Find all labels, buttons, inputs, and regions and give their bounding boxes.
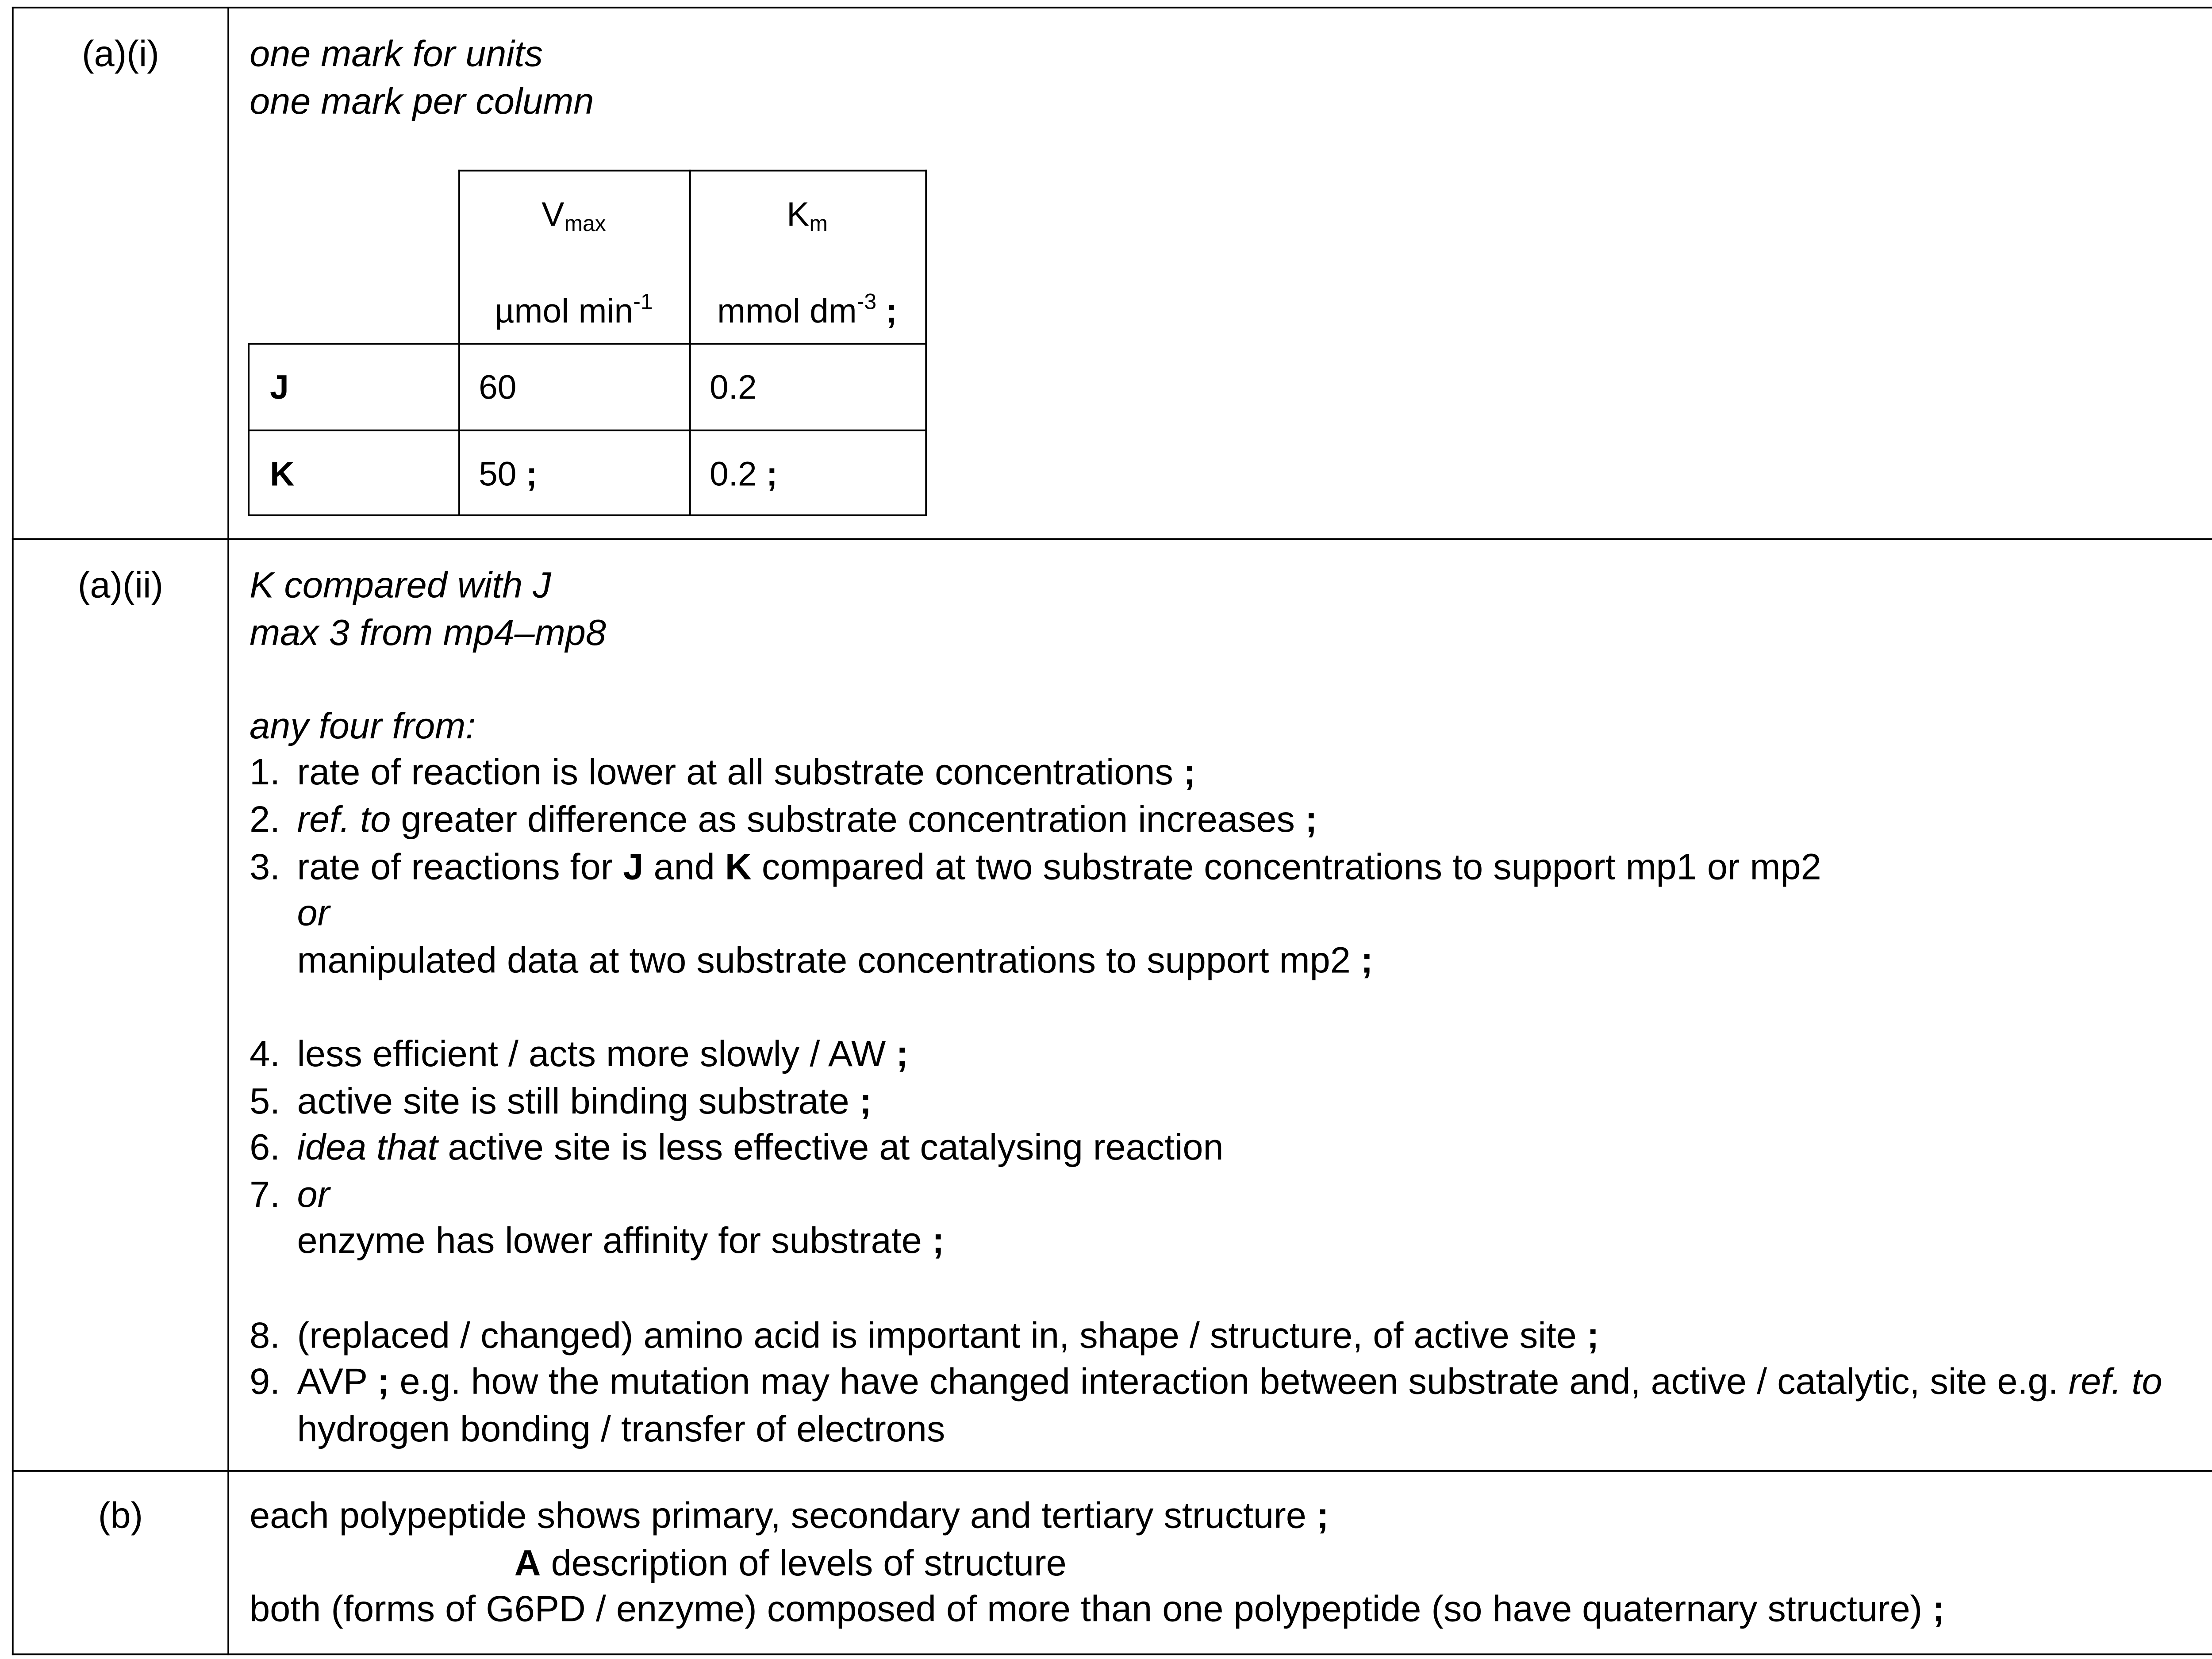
accept-note: A description of levels of structure — [514, 1540, 1067, 1583]
marking-point: 2. ref. to greater difference as substrate concentration increases ; — [250, 798, 1317, 841]
vmax-header: $V_{max}$ — [541, 197, 606, 236]
vmax-value: 50 ; — [479, 457, 538, 494]
guidance-line: max 3 from mp4–mp8 — [250, 610, 606, 653]
question-label: (a)(i) — [81, 32, 159, 75]
vmax-unit: µmol $\min^{-1}$ — [495, 288, 653, 331]
km-value: 0.2 ; — [709, 457, 778, 494]
marking-point: 7. or — [250, 1172, 330, 1215]
table-border-bottom — [12, 1653, 2212, 1655]
marking-points — [250, 562, 2212, 1452]
question-label: (a)(ii) — [77, 563, 164, 606]
marking-point-continued: manipulated data at two substrate concentrations to support mp2 ; — [297, 938, 1373, 981]
marking-point: 3. rate of reactions for J and K compared at two substrate concentrations to support mp1 or mp2 — [250, 845, 1821, 887]
enzyme-name: J — [270, 370, 289, 407]
column-divider-1 — [227, 7, 229, 1655]
question-label: (b) — [98, 1494, 143, 1536]
marking-point-continued: enzyme has lower affinity for substrate ; — [297, 1219, 945, 1262]
marking-point: 5. active site is still binding substrate ; — [250, 1079, 872, 1121]
km-header: $K_m$ — [787, 197, 828, 236]
table-border-top — [12, 7, 2212, 8]
km-unit: mmol $dm^{-3}$ ; — [717, 288, 898, 331]
row-divider-1 — [12, 538, 2212, 540]
row-divider-2 — [12, 1470, 2212, 1472]
marking-point: 4. less efficient / acts more slowly / AW ; — [250, 1032, 908, 1075]
alternative-or: or — [297, 891, 330, 934]
guidance-line: any four from: — [250, 704, 476, 747]
marking-point: 1. rate of reaction is lower at all substrate concentrations ; — [250, 751, 1196, 794]
guidance-notes — [250, 31, 2212, 124]
table-border-left — [12, 7, 14, 1655]
guidance-line: one mark for units — [250, 32, 543, 75]
marking-point-continued: hydrogen bonding / transfer of electrons — [297, 1406, 945, 1449]
guidance-line: one mark per column — [250, 79, 594, 122]
guidance-line: K compared with J — [250, 563, 551, 606]
marking-point: both (forms of G6PD / enzyme) composed of more than one polypeptide (so have quaternary structure) ; — [250, 1587, 1945, 1630]
marking-point: 6. idea that active site is less effective at catalysing reaction — [250, 1125, 1224, 1168]
marking-point: each polypeptide shows primary, secondary and tertiary structure ; — [250, 1494, 1329, 1536]
enzyme-name: K — [270, 457, 295, 494]
marking-points — [250, 1492, 2212, 1633]
marking-point: 8. (replaced / changed) amino acid is important in, shape / structure, of active site ; — [250, 1313, 1599, 1356]
km-value: 0.2 — [709, 370, 757, 407]
vmax-value: 60 — [479, 370, 517, 407]
marking-point: 9. AVP ; e.g. how the mutation may have changed interaction between substrate and, active / catalytic, site e.g. ref. to — [250, 1359, 2162, 1402]
